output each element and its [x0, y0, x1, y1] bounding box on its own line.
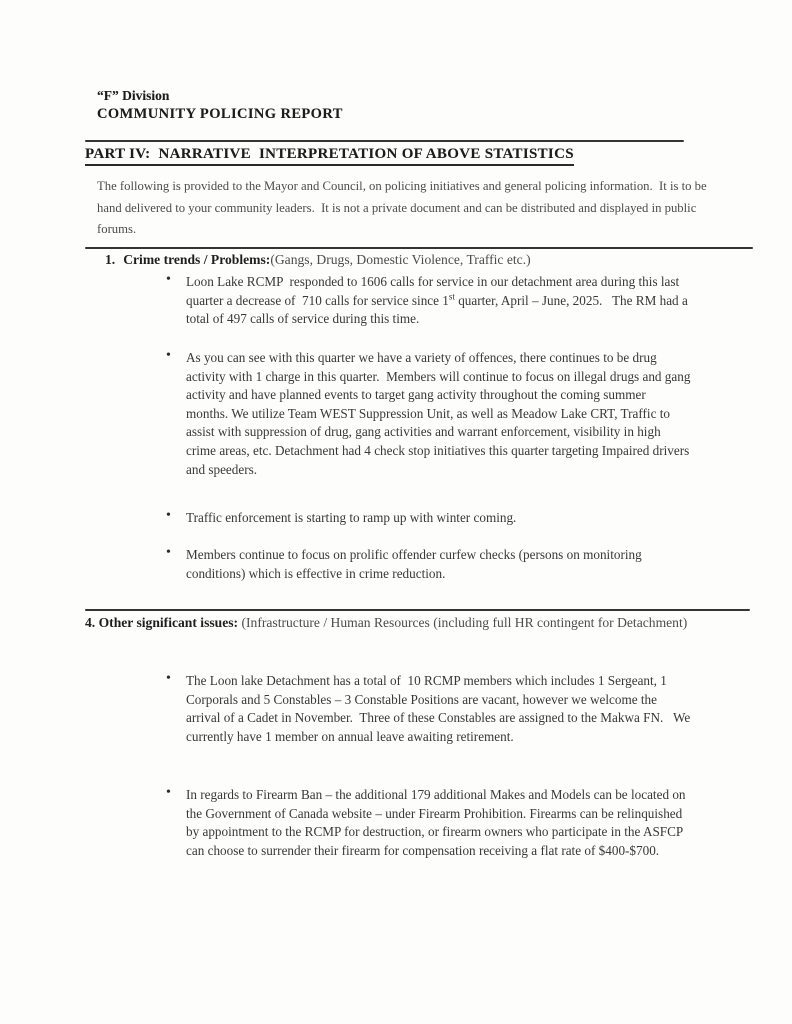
section-1-divider-line	[85, 247, 753, 249]
section-4-divider-line	[85, 609, 750, 611]
list-item-detachment-staffing	[164, 672, 704, 746]
bullet-icon: •	[166, 348, 171, 363]
part-heading	[85, 146, 574, 166]
bullet-icon: •	[166, 545, 171, 560]
bullet-text: As you can see with this quarter we have a variety of offences, there continues to be drug activity with 1 charge in this quarter. Members will continue to focus on illegal drugs and gang activity and have planned events to target gang activity throughout the coming summer months. We utilize Team WEST Suppression Unit, as well as Meadow Lake CRT, Traffic to assist with suppression of drug, gang activities and warrant enforcement, visibility in high crime areas, etc. Detachment had 4 check stop initiatives this quarter targeting Impaired drivers and speeders.	[186, 350, 694, 477]
ordinal-superscript: st	[448, 291, 455, 302]
bullet-icon: •	[166, 671, 171, 686]
intro-paragraph: The following is provided to the Mayor and Council, on policing initiatives and general policing information. It is to be hand delivered to your community leaders. It is not a private document and can be distributed and displayed in public forums.	[97, 179, 710, 236]
bullet-text: Members continue to focus on prolific offender curfew checks (persons on monitoring conditions) which is effective in crime reduction.	[186, 547, 645, 581]
bullet-text: In regards to Firearm Ban – the additional 179 additional Makes and Models can be located on the Government of Canada website – under Firearm Prohibition. Firearms can be relinquished by appointment to the RCMP for destruction, or firearm owners who participate in the ASFCP can choose to surrender their firearm for compensation receiving a flat rate of $400-$700.	[186, 787, 689, 858]
list-item-calls-for-service	[164, 273, 704, 329]
report-title: COMMUNITY POLICING REPORT	[97, 106, 343, 122]
list-item-traffic-enforcement	[164, 509, 704, 528]
division-label: “F” Division	[97, 88, 170, 103]
section-1-number: 1.	[105, 252, 116, 267]
bullet-text-after-superscript: quarter, April – June, 2025. The RM had a total of 497 calls of service during this time.	[186, 292, 692, 327]
section-1-qualifier: (Gangs, Drugs, Domestic Violence, Traffic etc.)	[270, 252, 531, 267]
list-item-drug-gang-activity	[164, 349, 704, 479]
section-1-heading	[105, 252, 745, 268]
section-1-title: Crime trends / Problems:	[123, 252, 271, 267]
section-4-title: 4. Other significant issues:	[85, 615, 239, 630]
bullet-text	[186, 273, 691, 329]
section-4-qualifier-text: (Infrastructure / Human Resources (including full HR contingent for Detachment)	[241, 615, 688, 630]
section-4-heading	[85, 612, 740, 633]
bullet-text: Traffic enforcement is starting to ramp up with winter coming.	[186, 510, 517, 525]
bullet-icon: •	[166, 508, 171, 523]
bullet-text: The Loon lake Detachment has a total of 10 RCMP members which includes 1 Sergeant, 1 Corporals and 5 Constables – 3 Constable Positions are vacant, however we welcome the arrival of a Cadet in November. Three of these Constables are assigned to the Makwa FN. We currently have 1 member on annual leave awaiting retirement.	[186, 673, 694, 744]
list-item-firearm-ban	[164, 786, 704, 860]
list-item-curfew-checks	[164, 546, 704, 583]
part-heading-text: PART IV: NARRATIVE INTERPRETATION OF ABOVE STATISTICS	[85, 146, 574, 166]
bullet-icon: •	[166, 785, 171, 800]
bullet-text-before-superscript: Loon Lake RCMP responded to 1606 calls for service in our detachment area during this last quarter a decrease of 710 calls for service since 1	[186, 274, 683, 308]
top-divider-line	[85, 140, 684, 142]
bullet-icon: •	[166, 272, 171, 287]
